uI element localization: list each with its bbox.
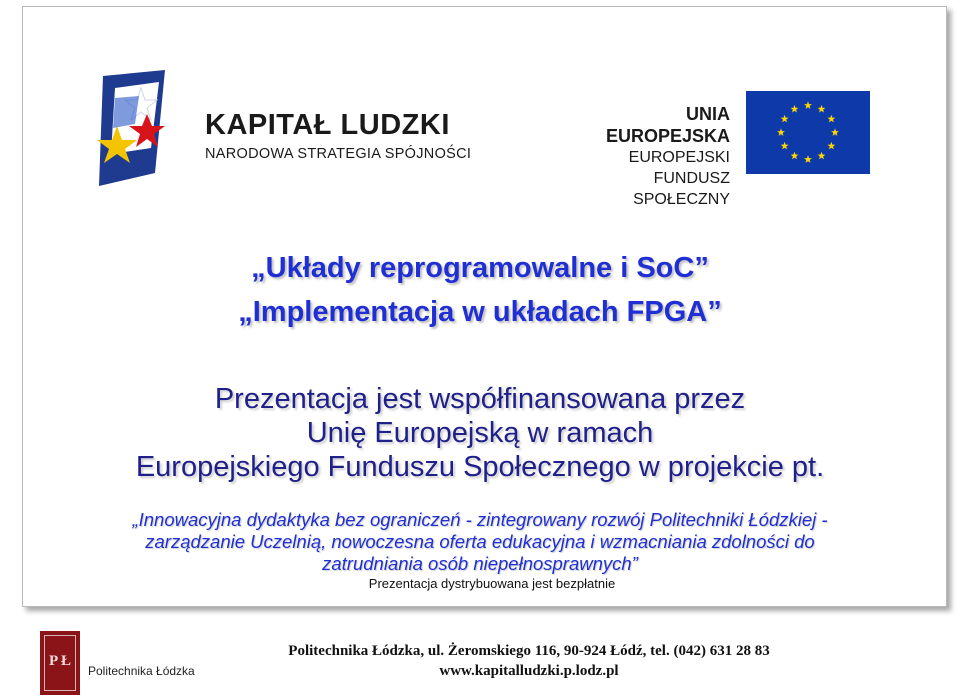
kapital-ludzki-title: KAPITAŁ LUDZKI — [205, 109, 450, 141]
project-line2: zarządzanie Uczelnią, nowoczesna oferta edukacyjna i wzmacniania zdolności do — [145, 531, 815, 552]
kapital-ludzki-logo-icon — [95, 68, 175, 188]
cofinancing-line1: Prezentacja jest współfinansowana przez — [214, 383, 746, 415]
politechnika-lodzka-logo-icon — [40, 631, 80, 695]
project-line3: zatrudniania osób niepełnosprawnych” — [322, 553, 638, 574]
cofinancing-line2: Unię Europejską w ramach — [306, 417, 654, 449]
title-line1: „Układy reprogramowalne i SoC” — [251, 252, 709, 284]
ue-line2: EUROPEJSKI — [628, 149, 730, 166]
footer-address: Politechnika Łódzka, ul. Żeromskiego 116, 90-924 Łódź, tel. (042) 631 28 83 — [288, 643, 770, 659]
ue-line1: UNIA EUROPEJSKA — [605, 104, 730, 146]
kapital-ludzki-subtitle: NARODOWA STRATEGIA SPÓJNOŚCI — [205, 146, 472, 162]
title-line2: „Implementacja w układach FPGA” — [238, 296, 722, 328]
ue-text — [562, 103, 730, 210]
project-line1: „Innowacyjna dydaktyka bez ograniczeń - zintegrowany rozwój Politechniki Łódzkiej - — [132, 509, 828, 530]
kapital-ludzki-text — [205, 110, 471, 162]
cofinancing-line3: Europejskiego Funduszu Społecznego w projekcie pt. — [135, 451, 825, 483]
free-distribution-note: Prezentacja dystrybuowana jest bezpłatnie — [368, 576, 616, 591]
footer-url[interactable]: www.kapitalludzki.p.lodz.pl — [439, 663, 619, 679]
logo-letters: P Ł — [48, 653, 72, 669]
eu-flag-icon — [746, 91, 870, 174]
footer-org-name: Politechnika Łódzka — [88, 664, 195, 678]
ue-line3: FUNDUSZ SPOŁECZNY — [633, 170, 730, 208]
